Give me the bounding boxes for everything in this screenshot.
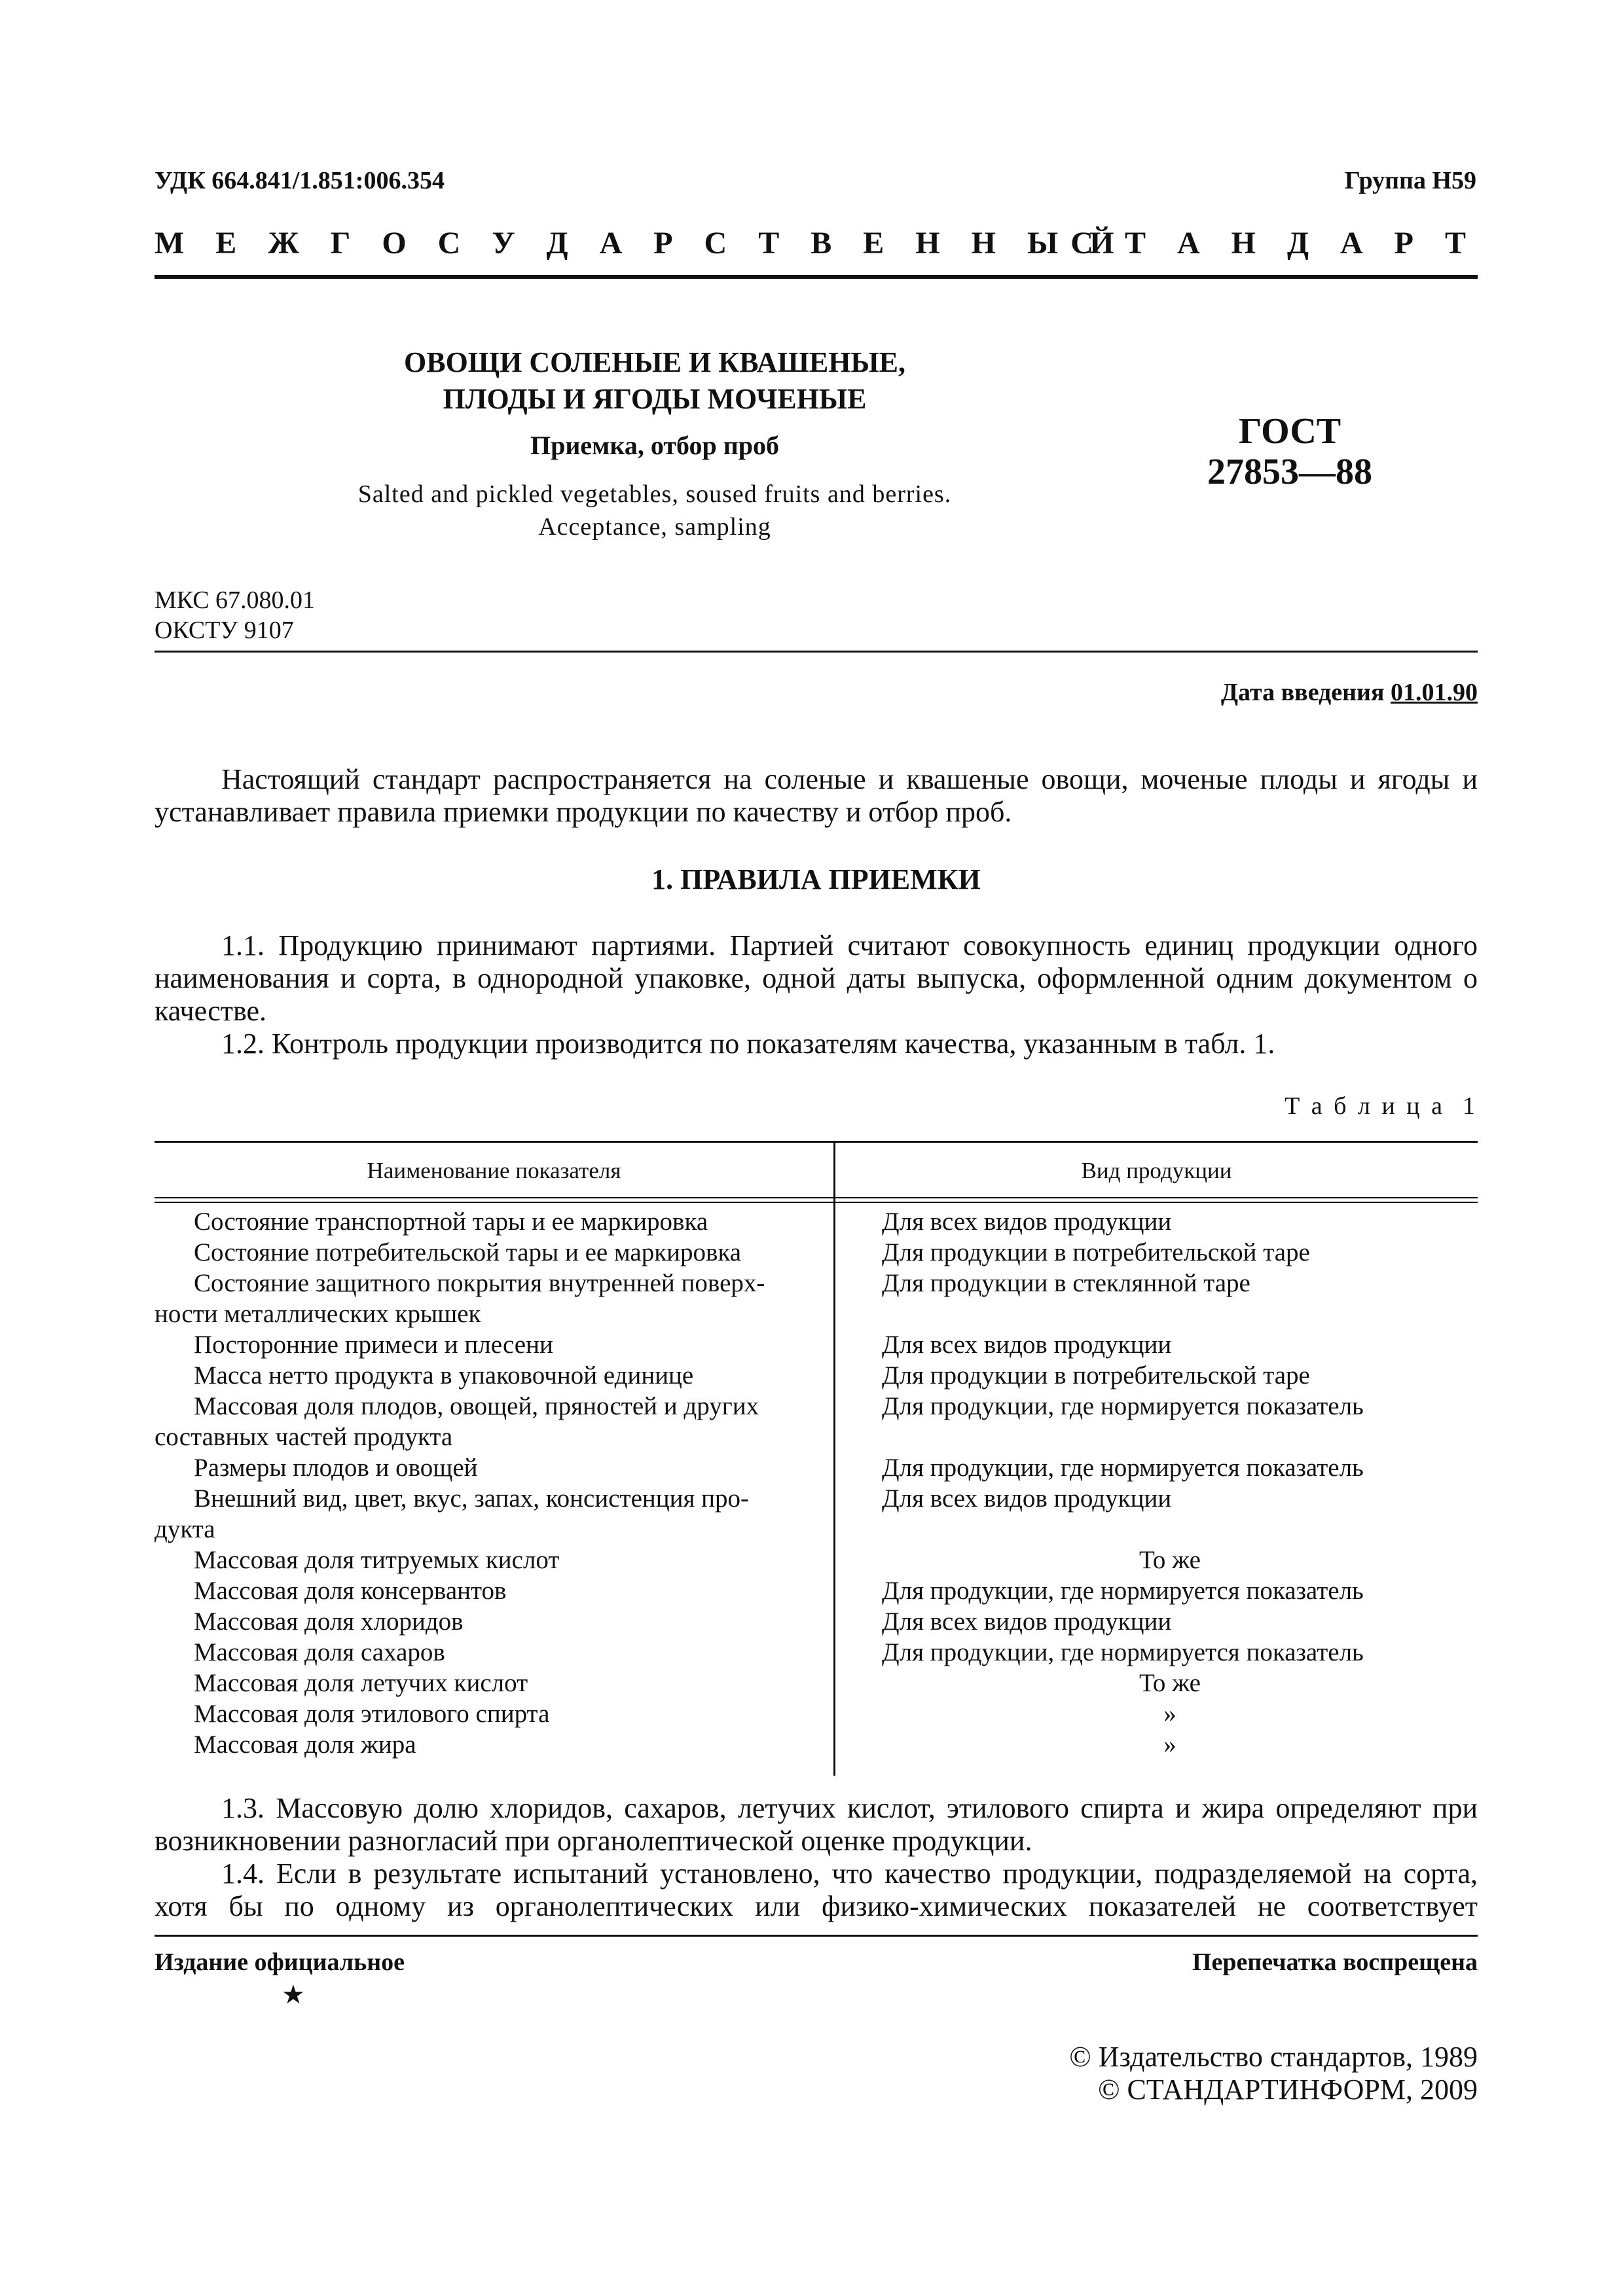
row-kind: Для продукции, где нормируется показатель xyxy=(882,1392,1364,1420)
section-1-title: 1. ПРАВИЛА ПРИЕМКИ xyxy=(651,863,981,895)
row-kind: Для всех видов продукции xyxy=(882,1607,1172,1636)
paragraph-1-4: 1.4. Если в результате испытаний установлено, что качество продукции, подразделяемой на сорта, хотя бы по одному из органолептических или физико-химических показателей не соответствует xyxy=(155,1857,1478,1922)
row-name: Массовая доля сахаров xyxy=(194,1638,445,1666)
row-kind: » xyxy=(1163,1731,1176,1759)
intro-paragraph: Настоящий стандарт распространяется на соленые и квашеные овощи, моченые плоды и ягоды и устанавливает правила приемки продукции по качеству и отбор проб. xyxy=(155,763,1478,828)
table-header-kind: Вид продукции xyxy=(1081,1158,1232,1183)
row-kind: То же xyxy=(1139,1669,1201,1697)
row-name: Состояние потребительской тары и ее маркировка xyxy=(194,1238,742,1266)
reprint-notice: Перепечатка воспрещена xyxy=(1192,1948,1478,1976)
table-caption: Т а б л и ц а 1 xyxy=(1285,1092,1478,1120)
gost-number: 27853—88 xyxy=(1207,452,1372,492)
row-name: Внешний вид, цвет, вкус, запах, консистенция про- xyxy=(194,1484,750,1513)
title-english-1: Salted and pickled vegetables, soused fruits and berries. xyxy=(357,480,952,508)
title-subtitle: Приемка, отбор проб xyxy=(530,431,779,460)
paragraph-1-2: 1.2. Контроль продукции производится по показателям качества, указанным в табл. 1. xyxy=(221,1028,1275,1060)
row-kind: Для продукции в потребительской таре xyxy=(882,1361,1310,1390)
header-rule xyxy=(155,275,1478,279)
intro-date-label: Дата введения xyxy=(1220,679,1385,706)
okstu-code: ОКСТУ 9107 xyxy=(155,617,294,644)
paragraph-1-1: 1.1. Продукцию принимают партиями. Партией считают совокупность единиц продукции одного наименования и сорта, в однородной упаковке, одной даты выпуска, оформленной одним документом о качестве. xyxy=(155,929,1478,1027)
row-name: Масса нетто продукта в упаковочной единице xyxy=(194,1361,694,1390)
row-name-cont: дукта xyxy=(155,1515,215,1543)
row-kind: Для всех видов продукции xyxy=(882,1484,1172,1513)
row-name-cont: составных частей продукта xyxy=(155,1423,453,1451)
udk-code: УДК 664.841/1.851:006.354 xyxy=(155,167,445,194)
row-name: Массовая доля плодов, овощей, пряностей и других xyxy=(194,1392,759,1420)
mks-code: МКС 67.080.01 xyxy=(155,586,316,614)
row-kind: Для продукции, где нормируется показатель xyxy=(882,1454,1364,1482)
table-header-rule-2 xyxy=(155,1202,1478,1203)
group-code: Группа Н59 xyxy=(1344,167,1476,194)
row-kind: Для продукции в потребительской таре xyxy=(882,1238,1310,1266)
row-name: Массовая доля хлоридов xyxy=(194,1607,464,1636)
title-line-2: ПЛОДЫ И ЯГОДЫ МОЧЕНЫЕ xyxy=(443,383,867,415)
row-kind: Для продукции, где нормируется показатель xyxy=(882,1638,1364,1666)
title-english-2: Acceptance, sampling xyxy=(538,513,771,541)
standard-label: С Т А Н Д А Р Т xyxy=(1070,226,1478,260)
table-column-divider xyxy=(833,1141,835,1776)
row-name: Массовая доля консервантов xyxy=(194,1577,507,1605)
table-header-rule-1 xyxy=(155,1197,1478,1198)
row-kind: Для всех видов продукции xyxy=(882,1331,1172,1359)
row-kind: Для всех видов продукции xyxy=(882,1208,1172,1236)
row-name: Массовая доля этилового спирта xyxy=(194,1700,550,1728)
interstate-label: М Е Ж Г О С У Д А Р С Т В Е Н Н Ы Й xyxy=(155,226,1126,260)
row-name: Размеры плодов и овощей xyxy=(194,1454,478,1482)
row-name-cont: ности металлических крышек xyxy=(155,1300,481,1328)
copyright-1: © Издательство стандартов, 1989 xyxy=(1069,2041,1478,2073)
table-1 xyxy=(155,1141,1478,1776)
row-kind: Для продукции в стеклянной таре xyxy=(882,1269,1250,1297)
table-top-rule xyxy=(155,1141,1478,1143)
row-kind: То же xyxy=(1139,1546,1201,1574)
row-name: Массовая доля жира xyxy=(194,1731,416,1759)
gost-label: ГОСТ xyxy=(1238,411,1341,452)
row-name: Состояние транспортной тары и ее маркировка xyxy=(194,1208,708,1236)
row-name: Массовая доля летучих кислот xyxy=(194,1669,528,1697)
official-edition: Издание официальное xyxy=(155,1948,405,1976)
title-line-1: ОВОЩИ СОЛЕНЫЕ И КВАШЕНЫЕ, xyxy=(404,346,905,378)
row-kind: » xyxy=(1163,1700,1176,1728)
codes-rule xyxy=(155,651,1478,653)
copyright-2: © СТАНДАРТИНФОРМ, 2009 xyxy=(1098,2073,1478,2106)
intro-date-value: 01.01.90 xyxy=(1391,679,1478,706)
row-kind: Для продукции, где нормируется показатель xyxy=(882,1577,1364,1605)
table-header-name: Наименование показателя xyxy=(367,1158,621,1183)
intro-date xyxy=(1221,678,1478,707)
row-name: Состояние защитного покрытия внутренней поверх- xyxy=(194,1269,765,1297)
paragraph-1-3: 1.3. Массовую долю хлоридов, сахаров, летучих кислот, этилового спирта и жира определяют при возникновении разногласий при органолептической оценке продукции. xyxy=(155,1792,1478,1857)
row-name: Массовая доля титруемых кислот xyxy=(194,1546,560,1574)
row-name: Посторонние примеси и плесени xyxy=(194,1331,553,1359)
star-icon: ★ xyxy=(282,1980,305,2009)
footer-rule xyxy=(155,1935,1478,1937)
